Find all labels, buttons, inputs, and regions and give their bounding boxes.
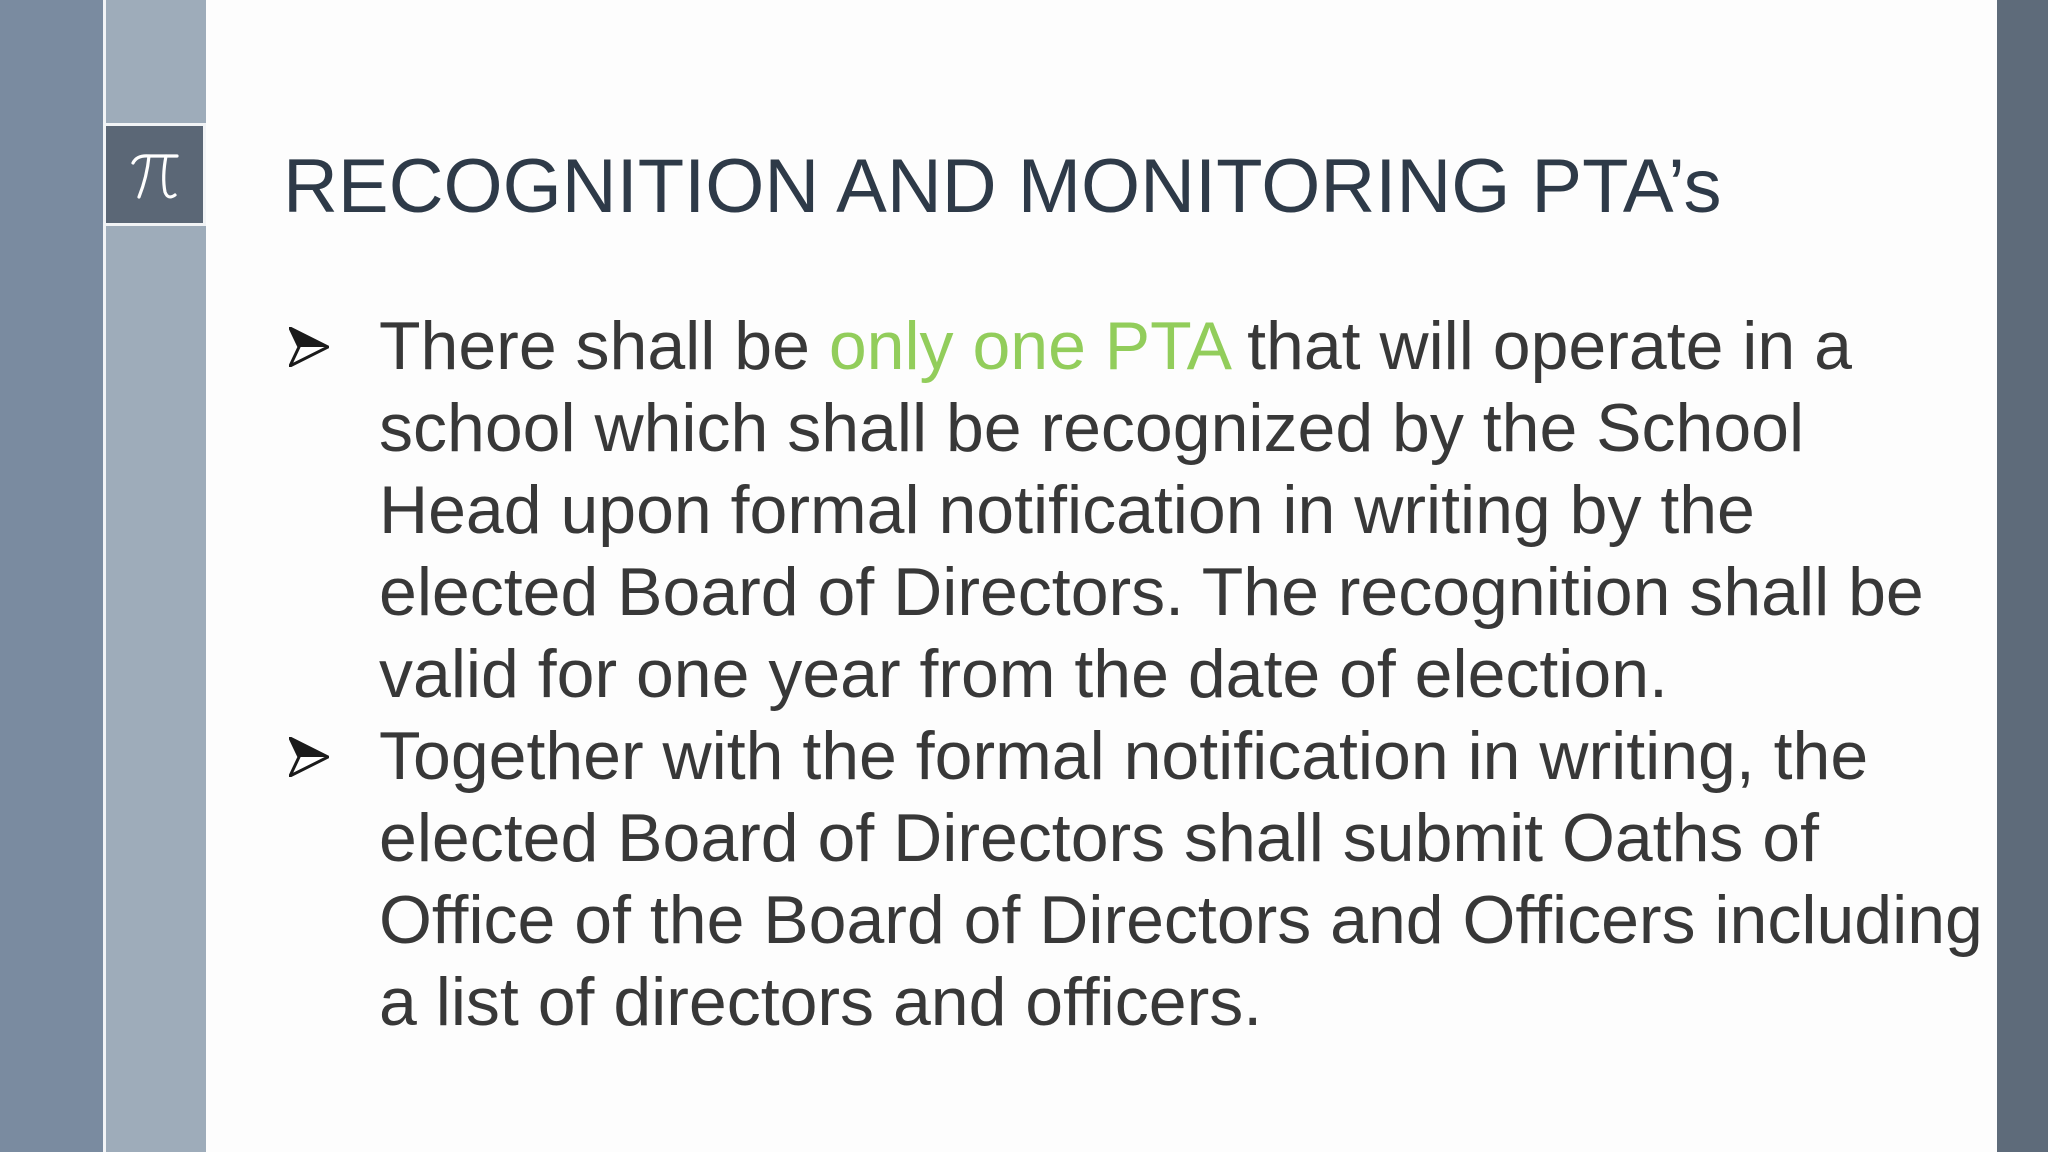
bullet-text: Together with the formal notification in writing, the elected Board of Directors shall submit Oaths of Office of the Board of Directors and Officers including a list of directors and officers. xyxy=(379,718,1983,1040)
arrow-bullet-icon xyxy=(289,327,329,367)
bullet-list xyxy=(283,305,1983,1043)
pi-icon xyxy=(125,145,185,205)
bullet-text-before: There shall be xyxy=(379,308,829,384)
left-accent-band xyxy=(0,0,103,1152)
bullet-item xyxy=(283,305,1983,715)
bullet-highlight: only one PTA xyxy=(828,308,1229,384)
bullet-item xyxy=(283,715,1983,1043)
logo-box xyxy=(103,123,206,226)
right-accent-band xyxy=(1997,0,2048,1152)
slide-title: RECOGNITION AND MONITORING PTA’s xyxy=(283,144,1722,229)
arrow-bullet-icon xyxy=(289,737,329,777)
bullet-text-after: that will operate in a school which shall be recognized by the School Head upon formal notification in writing by the elected Board of Directors. The recognition shall be valid for one year from the date of election. xyxy=(379,308,1924,712)
